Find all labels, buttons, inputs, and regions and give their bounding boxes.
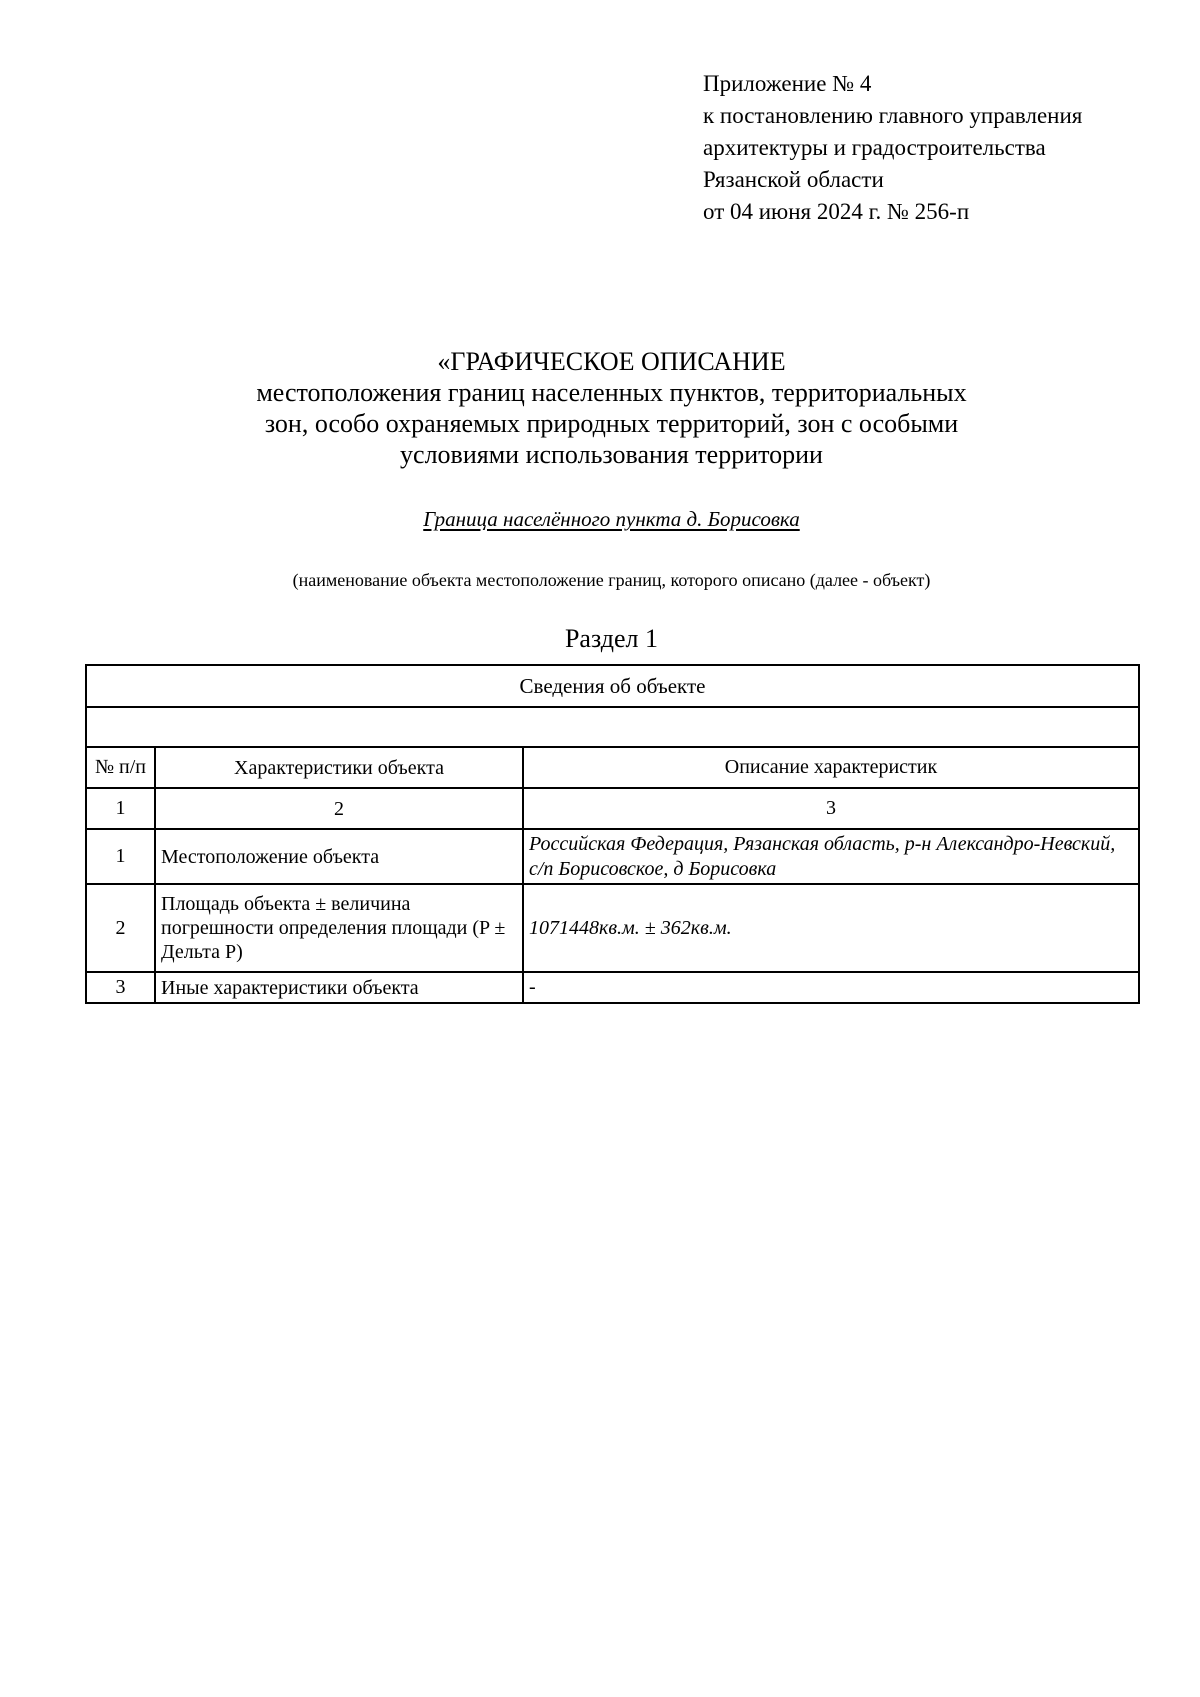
row-description: 1071448кв.м. ± 362кв.м.	[523, 884, 1139, 972]
table-column-number-row	[86, 788, 1139, 829]
column-number: 3	[523, 788, 1139, 829]
appendix-line: к постановлению главного управления	[703, 103, 1083, 128]
header-description: Описание характеристик	[523, 747, 1139, 788]
appendix-line: Рязанской области	[703, 167, 884, 192]
title-line: «ГРАФИЧЕСКОЕ ОПИСАНИЕ	[437, 347, 786, 376]
table-header-row	[86, 747, 1139, 788]
table-row	[86, 829, 1139, 884]
row-characteristic: Местоположение объекта	[155, 829, 523, 884]
column-number: 1	[86, 788, 155, 829]
appendix-block	[703, 68, 1082, 228]
object-name-note: (наименование объекта местоположение границ, которого описано (далее - объект)	[292, 570, 931, 590]
table-row	[86, 884, 1139, 972]
appendix-line: архитектуры и градостроительства	[703, 135, 1046, 160]
row-num: 1	[86, 829, 155, 884]
header-num: № п/п	[86, 747, 155, 788]
appendix-line: от 04 июня 2024 г. № 256-п	[703, 199, 970, 224]
empty-cell	[86, 707, 1139, 747]
row-num: 3	[86, 972, 155, 1003]
row-characteristic: Площадь объекта ± величина погрешности определения площади (P ± Дельта P)	[155, 884, 523, 972]
row-characteristic: Иные характеристики объекта	[155, 972, 523, 1003]
row-description: -	[523, 972, 1139, 1003]
header-characteristic: Характеристики объекта	[155, 747, 523, 788]
column-number: 2	[155, 788, 523, 829]
table-row	[86, 972, 1139, 1003]
table-caption-row	[86, 665, 1139, 707]
table-empty-row	[86, 707, 1139, 747]
title-line: условиями использования территории	[400, 440, 823, 469]
title-line: зон, особо охраняемых природных территорий, зон с особыми	[264, 409, 959, 438]
title-line: местоположения границ населенных пунктов, территориальных	[256, 378, 967, 407]
row-description: Российская Федерация, Рязанская область, р-н Александро-Невский, с/п Борисовское, д Борисовка	[523, 829, 1139, 884]
section-title: Раздел 1	[564, 624, 659, 653]
object-name: Граница населённого пункта д. Борисовка	[423, 507, 800, 531]
appendix-line: Приложение № 4	[703, 71, 872, 96]
document-title	[0, 346, 1200, 470]
table-caption: Сведения об объекте	[86, 665, 1139, 707]
row-num: 2	[86, 884, 155, 972]
object-info-table	[85, 664, 1140, 1004]
